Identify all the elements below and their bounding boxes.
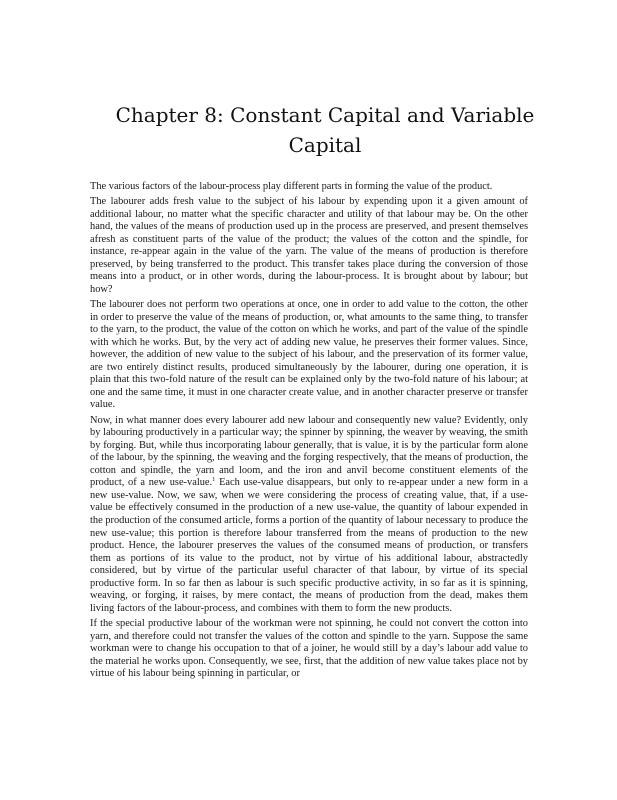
paragraph-4-text-end: Each use-value disappears, but only to re-appear under a new form in a new use-value. Now, we saw, when we were considering the process of creating value, that, if a use-value be effectively consumed in the production of a new use-value, the quantity of labour expended in the production of the consumed article, forms a portion of the quantity of labour necessary to produce the new use-value; this portion is therefore labour transferred from the means of production to the new product. Hence, the labourer preserves the values of the consumed means of production, or transfers them as portions of its value to the product, not by virtue of his additional labour, abstractedly considered, but by virtue of the particular useful character of that labour, by virtue of its special productive form. In so far then as labour is such specific productive activity, in so far as it is spinning, weaving, or forging, it raises, by mere contact, the means of production from the dead, makes them living factors of the labour-process, and combines with them to form the new products. bbox=[90, 477, 529, 614]
chapter-title: Chapter 8: Constant Capital and Variable Capital bbox=[115, 103, 535, 157]
paragraph-1: The various factors of the labour-process play different parts in forming the value of the product. bbox=[90, 181, 493, 192]
paragraph-5: If the special productive labour of the workman were not spinning, he could not convert the cotton into yarn, and therefore could not transfer the values of the cotton and spindle to the yarn. Suppose the same workman were to change his occupation to that of a joiner, he would still by a day’s labour add value to the material he works upon. Consequently, we see, first, that the addition of new value takes place not by virtue of his labour being spinning in particular, or bbox=[90, 617, 528, 680]
paragraph-2: The labourer adds fresh value to the subject of his labour by expending upon it a given amount of additional labour, no matter what the specific character and utility of that labour may be. On the other hand, the values of the means of production used up in the process are preserved, and present themselves afresh as constituent parts of the value of the product; the values of the cotton and the spindle, for instance, re-appear again in the value of the yarn. The value of the means of production is therefore preserved, by being transferred to the product. This transfer takes place during the conversion of those means into a product, or in other words, during the labour-process. It is brought about by labour; but how? bbox=[90, 196, 528, 295]
paragraph-4 bbox=[90, 415, 528, 616]
chapter-body bbox=[90, 181, 528, 683]
paragraph-4-text-start: Now, in what manner does every labourer add new labour and consequently new value? Evidently, only by labouring productively in a particular way; the spinner by spinning, the weaver by weaving, the smith by forging. But, while thus incorporating labour generally, that is value, it is by the particular form alone of the labour, by the spinning, the weaving and the forging respectively, that the means of production, the cotton and spindle, the yarn and loom, and the iron and anvil become constituent elements of the product, of a new use-value. bbox=[90, 414, 528, 489]
paragraph-3: The labourer does not perform two operations at once, one in order to add value to the cotton, the other in order to preserve the value of the means of production, or, what amounts to the same thing, to transfer to the yarn, to the product, the value of the cotton on which he works, and part of the value of the spindle with which he works. But, by the very act of adding new value, he preserves their former values. Since, however, the addition of new value to the subject of his labour, and the preservation of its former value, are two entirely distinct results, produced simultaneously by the labourer, during one operation, it is plain that this two-fold nature of the result can be explained only by the two-fold nature of his labour; at one and the same time, it must in one character create value, and in another character preserve or transfer value. bbox=[90, 299, 528, 411]
footnote-marker[interactable]: 1 bbox=[212, 476, 216, 484]
